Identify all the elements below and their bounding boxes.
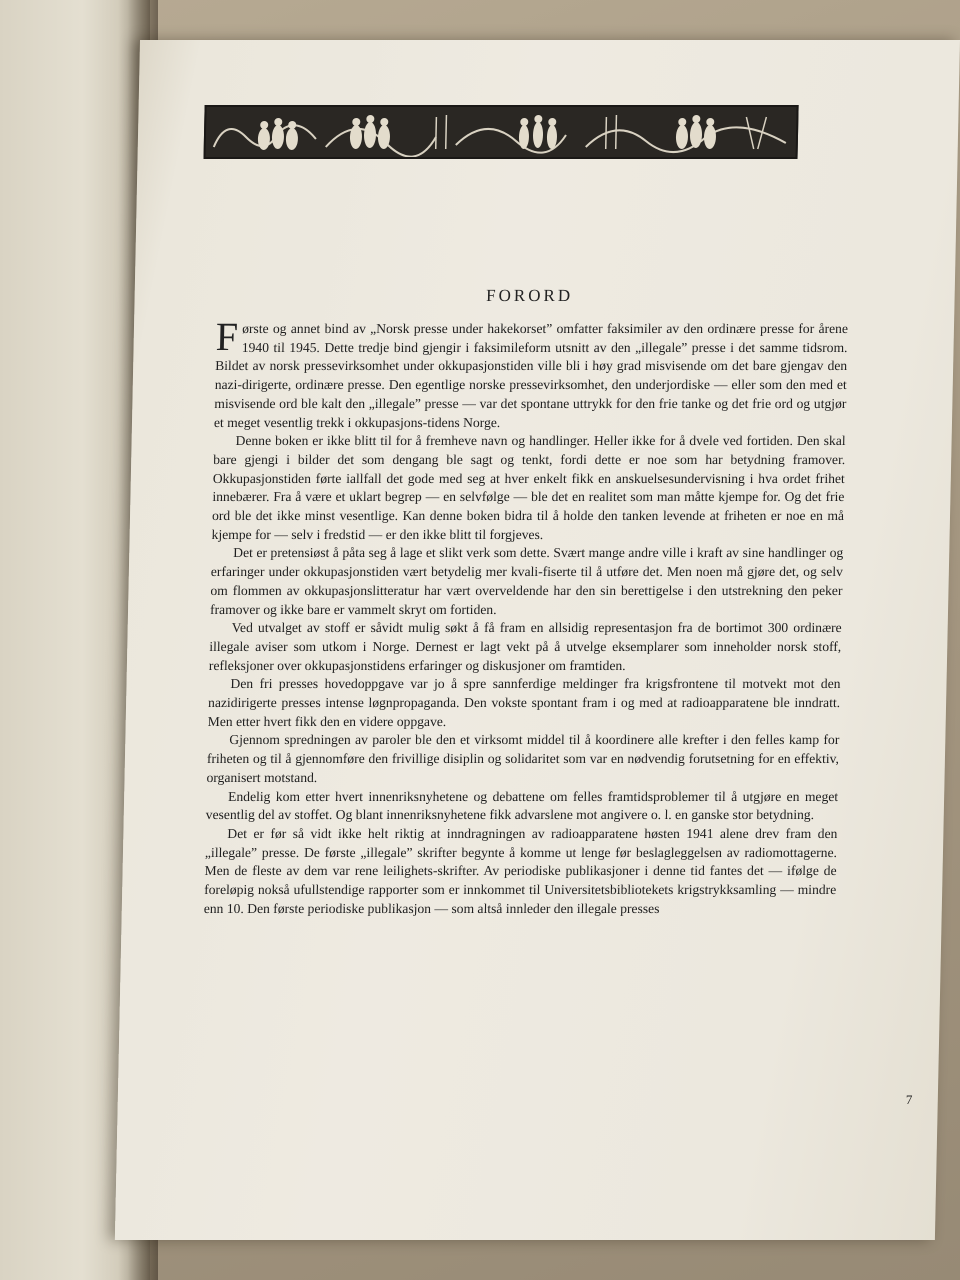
ornament-figures-icon [206,107,797,157]
paragraph: Det er pretensiøst å påta seg å lage et slikt verk som dette. Svært mange andre ville i kraft av sine handlinger og erfaringer under okkupasjonstiden vært betydelig mer kvali-fiserte til å utføre det. Men noen må gjøre det, og selv om flommen av okkupasjonslitteratur har vært overveldende har den sin berettigelse i den utstrekning den peker framover og ikke bare er vammelt skryt om fortiden. [209,545,844,617]
right-page [115,40,960,1240]
paragraph-text: ørste og annet bind av „Norsk presse under hakekorset” omfatter faksimiler av den ordinære presse for årene 1940 til 1945. Dette tredje bind gjengir i faksimileform utsnitt av den „illegale” presse i det samme tidsrom. Bildet av norsk pressevirksomhet under okkupasjonstiden ville bli i høy grad misvisende om det bare gjengav den nazi-dirigerte, ordinære presse. Den egentlige norske pressevirksomhet, den underjordiske — eller som den med et misvisende ord ble kalt den „illegale” presse — var det spontane uttrykk for den frie tanke og det frie ord og utgjør et meget vesentlig trekk i okkupasjons-tidens Norge. [213,321,849,430]
paragraph: Ved utvalget av stoff er såvidt mulig søkt å få fram en allsidig representasjon fra de bortimot 300 ordinære illegale aviser som utkom i Norge. Dernest er lagt vekt på å utvelge eksemplarer som inneholder norsk stoff, refleksjoner over okkupasjonstidens erfaringer og diskusjoner om framtiden. [208,620,842,673]
paragraph [213,314,849,432]
paragraph: Gjennom spredningen av paroler ble den et virksomt middel til å koordinere alle krefter i den felles kamp for friheten og til å gjennomføre den frivillige disiplin og solidaritet som var en nødvendig forutsetning for en effektiv, organisert motstand. [206,732,840,785]
page-number: 7 [905,1092,913,1107]
paragraph: Denne boken er ikke blitt til for å fremheve navn og handlinger. Heller ikke for å dvele ved fortiden. Den skal bare gjengi i bilder det som dengang ble sagt og tenkt, fordi dette er noe som har betydning framover. Okkupasjonstiden førte iallfall det gode med seg at hver enkelt fikk en anskuelsesundervisning i hva ordet frihet innebærer. Fra å være et uklart begrep — en selvfølge — ble det en realitet som man måtte kjempe for. Og det frie ord ble det ikke minst vesentlige. Kan denne boken bidra til å holde den tanken levende at friheten er noe en må kjempe for — selv i fredstid — er den ikke blitt til forgjeves. [211,433,846,542]
page-title: FORORD [485,286,574,305]
document-body [203,314,849,919]
paragraph: Endelig kom etter hvert innenriksnyhetene og debattene om felles framtidsproblemer til å utgjøre en meget vesentlig del av stoffet. Og blant innenriksnyhetene fikk advarslene mot angivere o. l. en ganske stor betydning. [205,788,839,823]
paragraph: Det er før så vidt ikke helt riktig at inndragningen av radioapparatene høsten 1941 alene drev fram den „illegale” presse. De første „illegale” skrifter begynte å komme ut lenge før beslagleggelsen av radiomottagerne. Men de fleste av dem var rene leilighets-skrifter. Av periodiske publikasjoner i denne tid fantes det — ifølge de foreløpig nokså ufullstendige rapporter som er innkommet til Universitetsbibliotekets krigstrykksamling — mindre enn 10. Den første periodiske publikasjon — som altså innleder den illegale presses [203,825,838,916]
decorative-header-ornament [204,105,799,159]
paragraph: Den fri presses hovedoppgave var jo å spre sannferdige meldinger fra krigsfrontene til motvekt mot den nazidirigerte presses intense løgnpropaganda. Den vokste spontant fram i og med at radioapparatene ble inndratt. Men etter hvert fikk den en videre oppgave. [207,676,841,729]
drop-cap-letter: F [215,314,239,359]
